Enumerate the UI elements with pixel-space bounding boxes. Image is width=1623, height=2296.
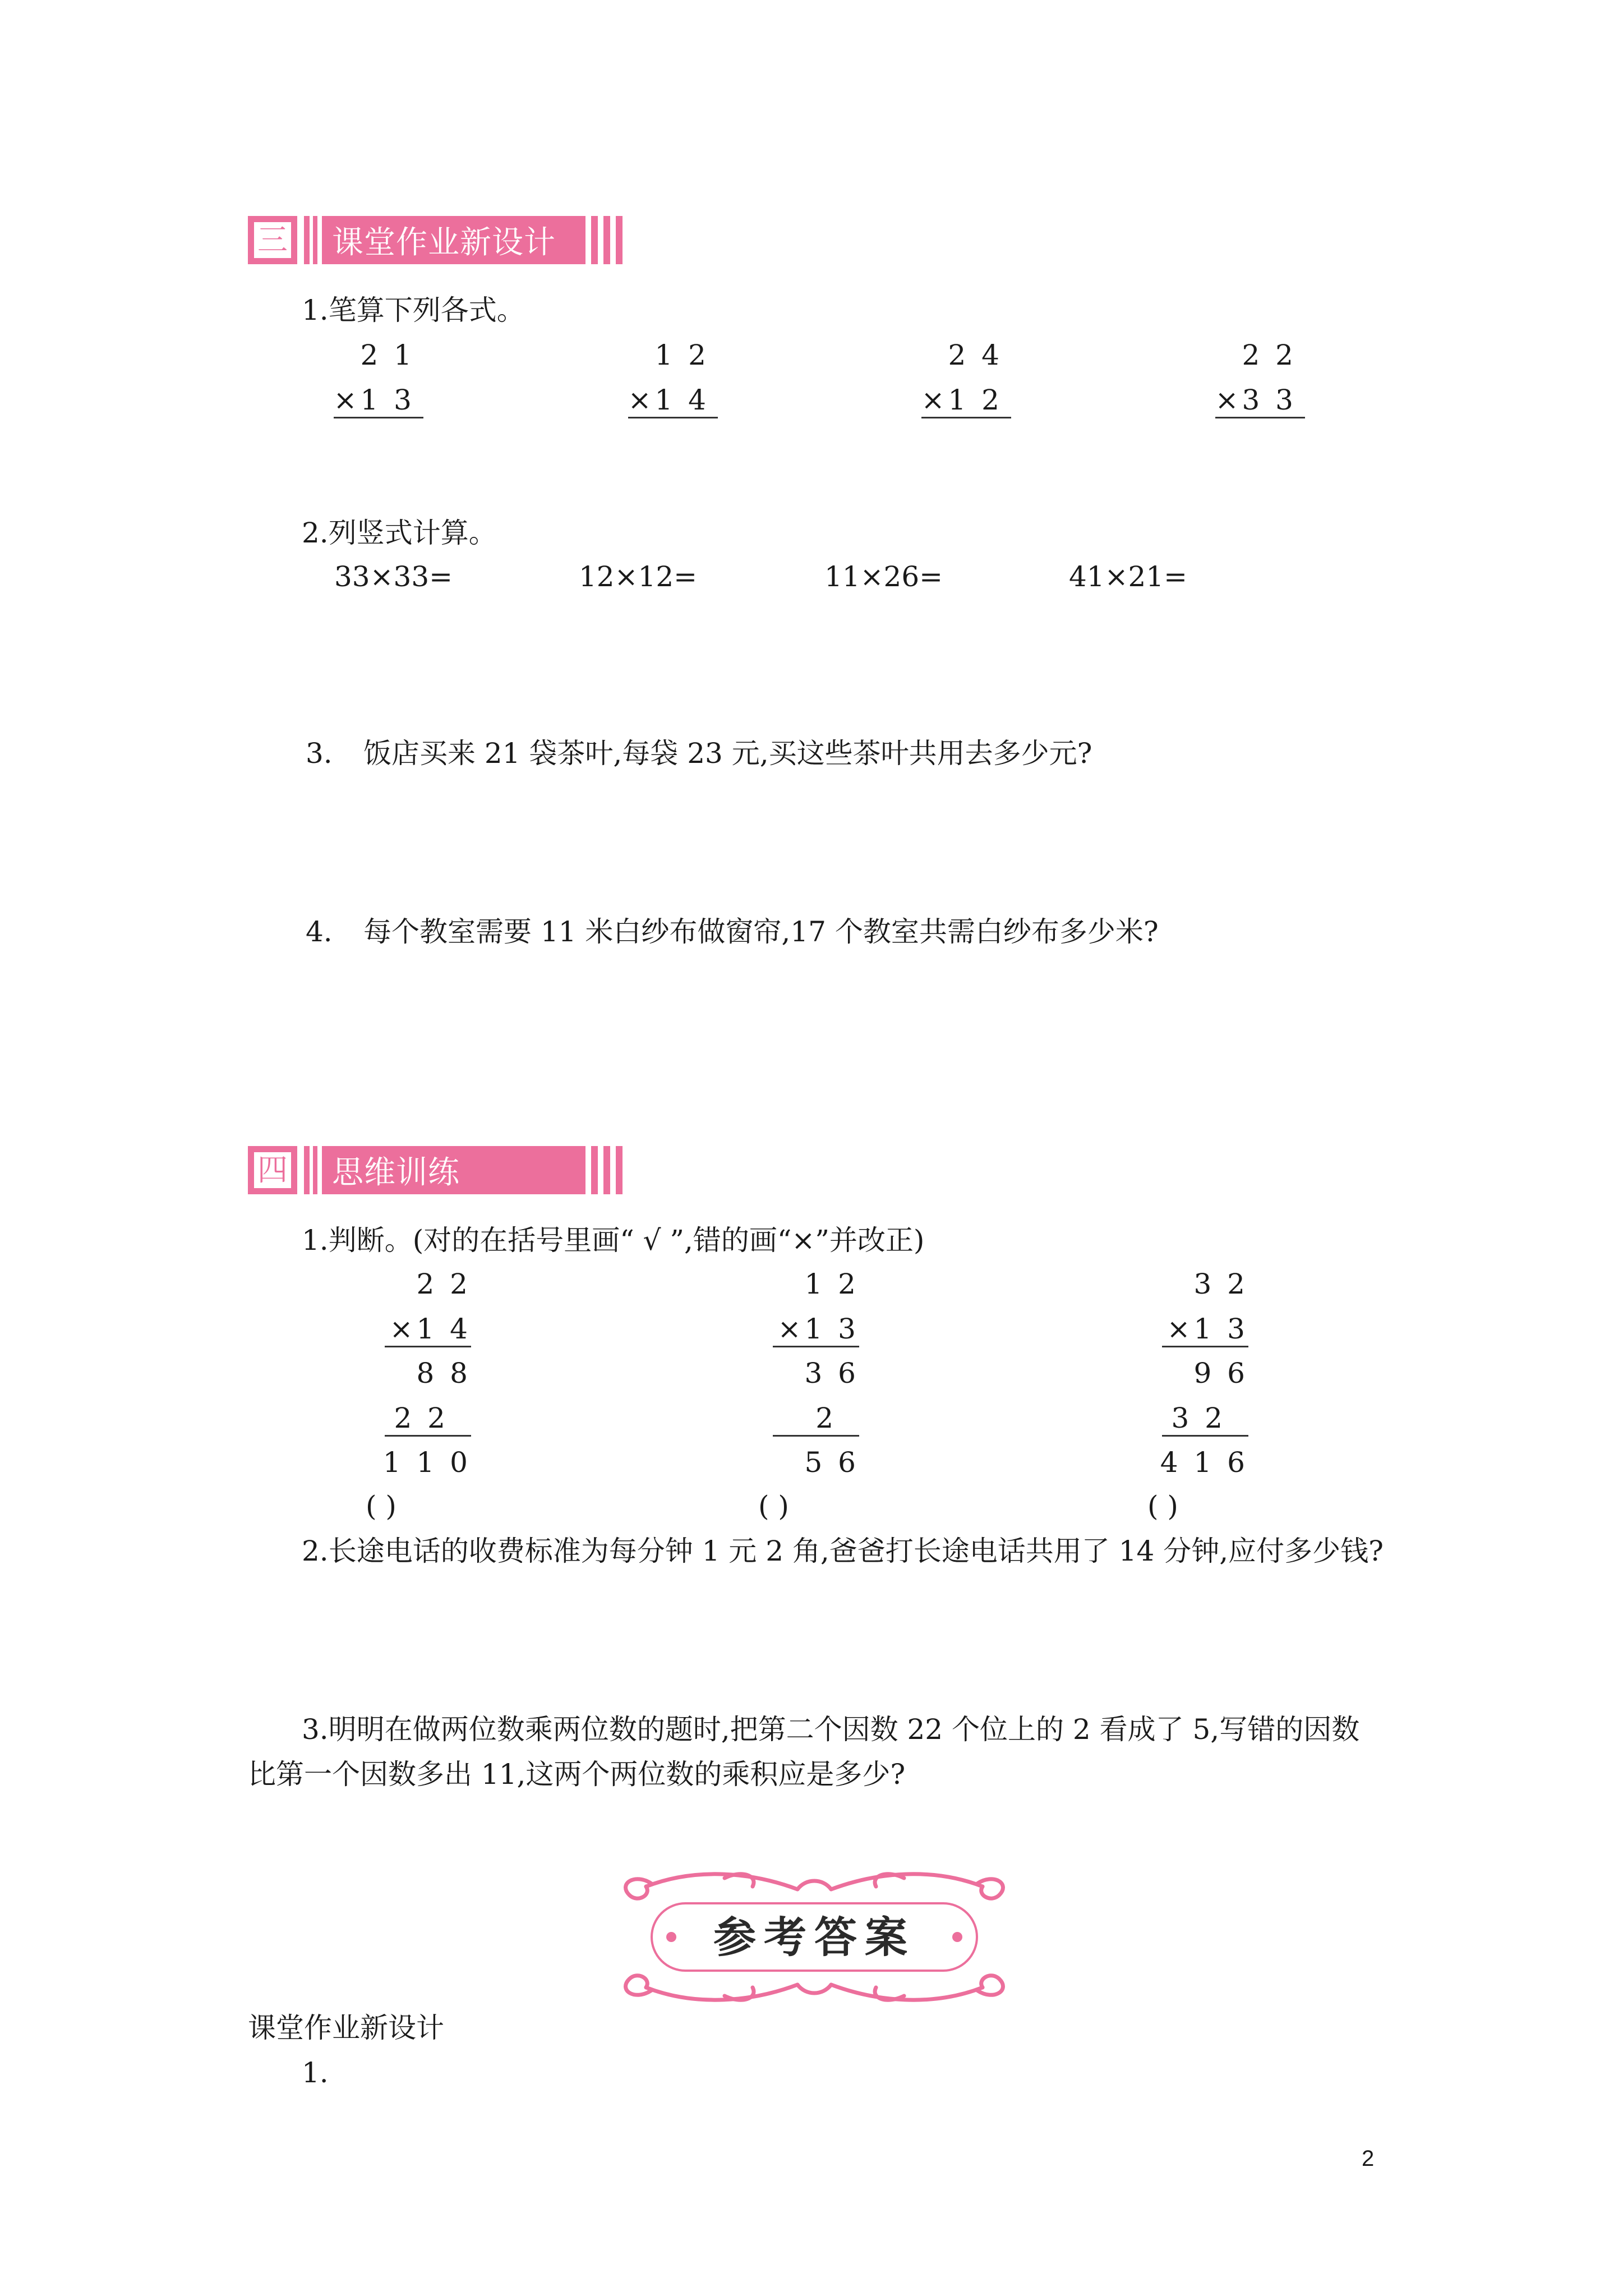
judge-3-partial-2: 3 2 <box>1171 1402 1226 1434</box>
judge-1-line-2 <box>385 1435 471 1437</box>
judge-2-line-2 <box>773 1435 859 1437</box>
section-4-banner <box>248 1146 629 1194</box>
problem-4-top: 2 2 <box>1242 339 1297 371</box>
problem-3-bottom: ×1 2 <box>921 384 1003 416</box>
judge-question-label: 1.判断。(对的在括号里画“ √ ”,错的画“×”并改正) <box>302 1224 925 1257</box>
page-number: 2 <box>1362 2146 1375 2171</box>
judge-1-partial-2: 2 2 <box>394 1402 449 1434</box>
factor-question-line-1: 3.明明在做两位数乘两位数的题时,把第二个因数 22 个位上的 2 看成了 5,写错的因数 <box>302 1713 1360 1746</box>
question-1-label: 1.笔算下列各式。 <box>302 294 525 326</box>
section-title: 课堂作业新设计 <box>322 216 585 264</box>
problem-1-bottom: ×1 3 <box>333 384 415 416</box>
calc-item-3: 11×26= <box>824 560 943 593</box>
calc-item-4: 41×21= <box>1069 560 1188 593</box>
problem-1-top: 2 1 <box>360 339 415 371</box>
problem-4-line <box>1215 417 1305 418</box>
judge-1-top: 2 2 <box>416 1268 471 1300</box>
phone-fee-question: 2.长途电话的收费标准为每分钟 1 元 2 角,爸爸打长途电话共用了 14 分钟,应付多少钱? <box>302 1535 1384 1567</box>
judge-1-answer-paren[interactable]: ( ) <box>366 1490 396 1522</box>
question-2-label: 2.列竖式计算。 <box>302 517 497 549</box>
problem-3-line <box>921 417 1011 418</box>
problem-3-top: 2 4 <box>948 339 1003 371</box>
section-title: 思维训练 <box>322 1146 585 1194</box>
section-number-box <box>248 1146 297 1194</box>
judge-3-answer-paren[interactable]: ( ) <box>1147 1490 1178 1522</box>
problem-2-bottom: ×1 4 <box>628 384 709 416</box>
judge-2-line-1 <box>773 1346 859 1347</box>
calc-item-1: 33×33= <box>334 560 453 593</box>
judge-3-partial-1: 9 6 <box>1193 1357 1248 1389</box>
judge-1-line-1 <box>385 1346 471 1347</box>
problem-1-line <box>334 417 423 418</box>
judge-2-result: 5 6 <box>804 1446 859 1479</box>
problem-2-top: 1 2 <box>654 339 709 371</box>
calc-item-2: 12×12= <box>579 560 698 593</box>
judge-2-partial-2: 2 <box>815 1402 837 1434</box>
judge-3-top: 3 2 <box>1193 1268 1248 1300</box>
judge-3-result: 4 1 6 <box>1160 1446 1248 1479</box>
judge-1-result: 1 1 0 <box>382 1446 471 1479</box>
answers-heading: 课堂作业新设计 <box>248 2012 444 2044</box>
judge-3-mult: ×1 3 <box>1166 1313 1248 1345</box>
section-3-banner <box>248 216 629 264</box>
section-number-box <box>248 216 297 264</box>
question-4-number: 4. <box>306 915 333 948</box>
section-number: 四 <box>252 1151 293 1190</box>
problem-2-line <box>628 417 718 418</box>
answer-key-title: 参考答案 <box>713 1912 915 1962</box>
judge-3-line-1 <box>1162 1346 1248 1347</box>
judge-2-partial-1: 3 6 <box>804 1357 859 1389</box>
section-number: 三 <box>252 220 293 260</box>
judge-2-answer-paren[interactable]: ( ) <box>758 1490 789 1522</box>
judge-2-mult: ×1 3 <box>777 1313 859 1345</box>
factor-question-line-2: 比第一个因数多出 11,这两个两位数的乘积应是多少? <box>248 1758 906 1791</box>
judge-1-mult: ×1 4 <box>389 1313 471 1345</box>
question-3-number: 3. <box>306 737 333 770</box>
answer-key-emblem <box>612 1861 1016 2013</box>
judge-1-partial-1: 8 8 <box>416 1357 471 1389</box>
answers-item-1: 1. <box>302 2056 329 2089</box>
judge-2-top: 1 2 <box>804 1268 859 1300</box>
question-3-text: 饭店买来 21 袋茶叶,每袋 23 元,买这些茶叶共用去多少元? <box>363 737 1092 770</box>
question-4-text: 每个教室需要 11 米白纱布做窗帘,17 个教室共需白纱布多少米? <box>363 915 1159 948</box>
judge-3-line-2 <box>1162 1435 1248 1437</box>
problem-4-bottom: ×3 3 <box>1215 384 1297 416</box>
